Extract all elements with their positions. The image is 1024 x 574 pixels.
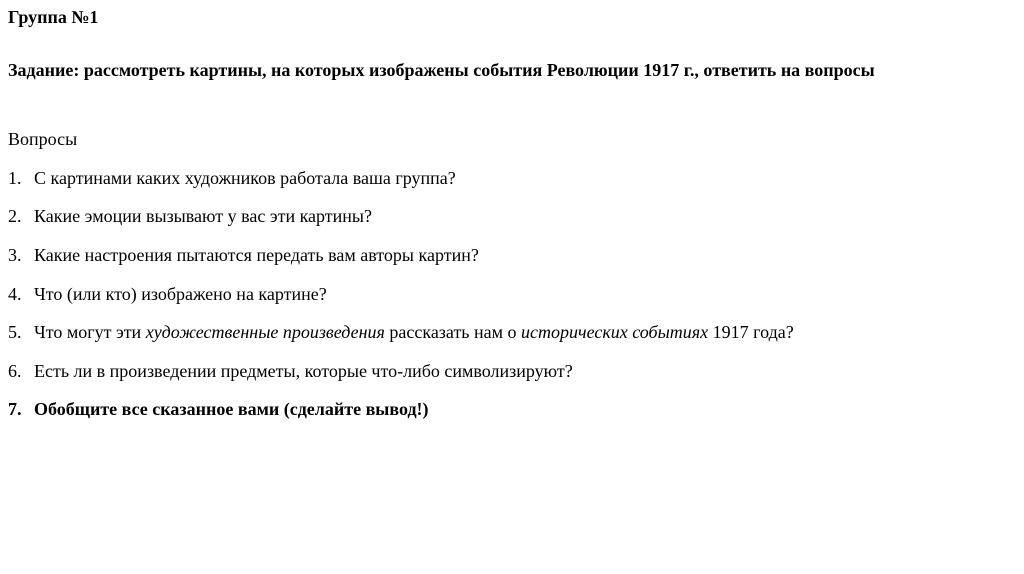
- question-text-italic1: художественные произведения: [145, 322, 385, 342]
- question-text: Обобщите все сказанное вами (сделайте вывод!): [34, 399, 429, 419]
- question-5: [8, 322, 794, 342]
- question-text-part1: Что могут эти: [34, 322, 146, 342]
- slide-document: [8, 0, 1020, 574]
- question-2: [8, 206, 372, 226]
- question-4: [8, 284, 327, 304]
- question-text: Какие настроения пытаются передать вам авторы картин?: [34, 245, 479, 265]
- question-1: [8, 168, 456, 188]
- question-text: С картинами каких художников работала ваша группа?: [34, 168, 456, 188]
- question-6: [8, 361, 573, 381]
- question-text-part2: рассказать нам о: [384, 322, 522, 342]
- question-text-italic2: исторических событиях: [521, 322, 709, 342]
- question-number: 1.: [8, 168, 22, 188]
- question-number: 6.: [8, 361, 22, 381]
- question-text: Есть ли в произведении предметы, которые что-либо символизируют?: [34, 361, 573, 381]
- question-number: 7.: [8, 399, 22, 419]
- question-text-part3: 1917 года?: [708, 322, 794, 342]
- question-number: 3.: [8, 245, 22, 265]
- question-7: [8, 399, 429, 419]
- question-number: 2.: [8, 206, 22, 226]
- question-number: 4.: [8, 284, 22, 304]
- task-paragraph: Задание: рассмотреть картины, на которых изображены события Революции 1917 г., ответить на вопросы: [8, 60, 875, 80]
- questions-heading: Вопросы: [8, 129, 78, 149]
- question-text: Что (или кто) изображено на картине?: [34, 284, 327, 304]
- question-number: 5.: [8, 322, 22, 342]
- question-3: [8, 245, 479, 265]
- question-text: Какие эмоции вызывают у вас эти картины?: [34, 206, 373, 226]
- group-title: Группа №1: [8, 7, 99, 27]
